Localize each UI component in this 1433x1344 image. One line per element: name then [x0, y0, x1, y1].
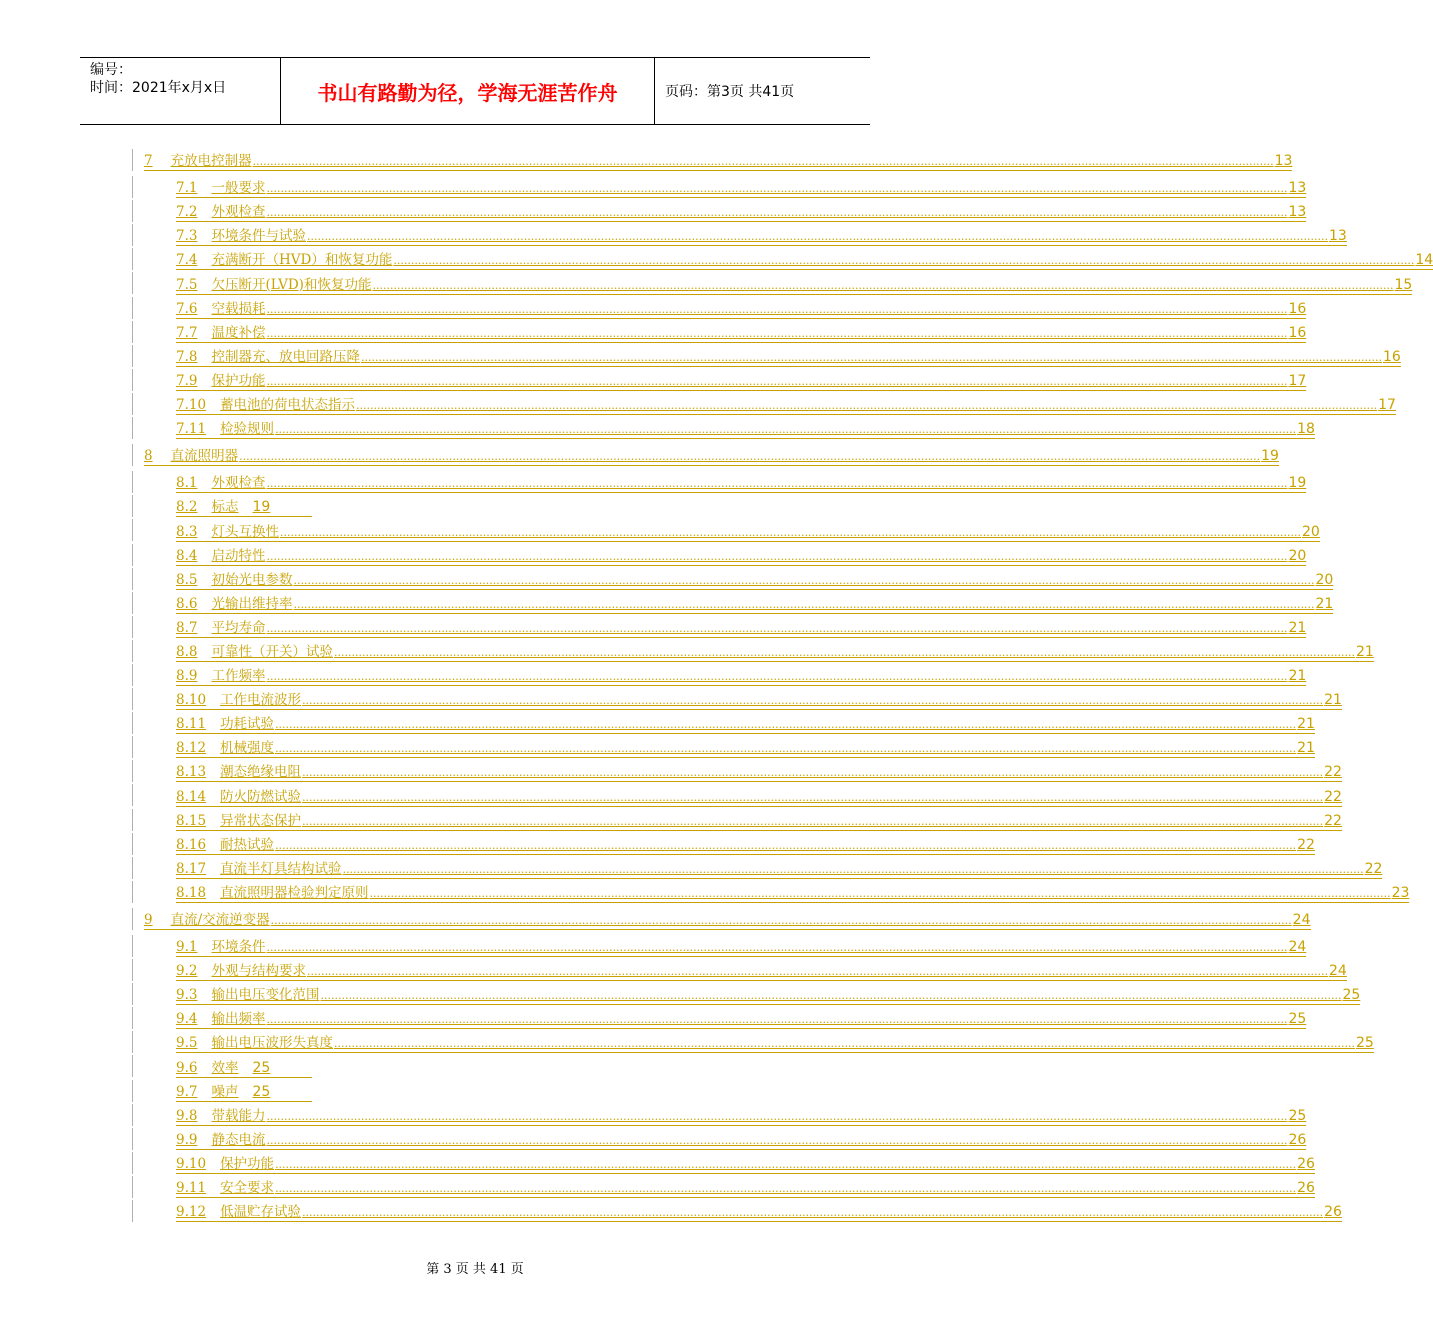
toc-title: 环境条件与试验	[211, 228, 306, 245]
toc-title: 防火防燃试验	[220, 788, 302, 805]
serial-label: 编号：	[90, 62, 132, 78]
toc-page-number: 24	[1288, 939, 1307, 956]
toc-number: 7.6	[176, 300, 198, 317]
toc-page-number: 21	[1315, 595, 1334, 612]
toc-number: 8.13	[176, 764, 207, 781]
toc-link[interactable]	[176, 1176, 1315, 1198]
toc-number: 7.7	[176, 324, 198, 341]
toc-link[interactable]	[144, 908, 1311, 930]
toc-number: 8.10	[176, 692, 207, 709]
toc-leader-dots	[266, 622, 1287, 636]
toc-entry	[130, 906, 1311, 930]
toc-page-number: 25	[1356, 1035, 1374, 1052]
toc-page-number: 15	[1394, 276, 1413, 293]
toc-leader-dots	[275, 1158, 1296, 1172]
toc-leader-dots	[275, 1182, 1296, 1196]
toc-number: 8.11	[176, 716, 207, 733]
toc-leader-dots	[271, 914, 1292, 928]
toc-title: 输出频率	[211, 1011, 266, 1028]
toc-number: 9	[144, 912, 153, 928]
toc-number: 9.3	[176, 987, 198, 1004]
toc-number: 9.9	[176, 1131, 198, 1148]
toc-page-number: 13	[1288, 180, 1307, 197]
toc-page-number: 14	[1415, 252, 1433, 269]
toc-page-number: 25	[252, 1083, 271, 1100]
toc-title: 外观与结构要求	[211, 963, 306, 980]
toc-leader-dots	[302, 791, 1323, 805]
toc-leader-dots	[266, 375, 1287, 389]
toc-title: 保护功能	[220, 1155, 275, 1172]
toc-entry	[130, 807, 1342, 831]
toc-number: 7.11	[176, 421, 207, 438]
toc-leader-dots	[302, 815, 1323, 829]
toc-entry	[130, 147, 1293, 171]
toc-page-number: 26	[1288, 1131, 1307, 1148]
toc-number: 8.7	[176, 619, 198, 636]
toc-title: 工作频率	[211, 668, 266, 685]
toc-link[interactable]	[176, 664, 1306, 686]
toc-page-number: 17	[1288, 372, 1307, 389]
toc-page-number: 22	[1297, 836, 1315, 853]
toc-number: 8.16	[176, 836, 207, 853]
page-header	[80, 57, 870, 125]
toc-page-number: 21	[1356, 643, 1374, 660]
toc-number: 8.14	[176, 788, 207, 805]
toc-page-number: 13	[1288, 204, 1307, 221]
toc-link[interactable]	[176, 321, 1306, 343]
header-page-info: 页码：第3页 共41页	[665, 84, 795, 100]
toc-number: 7.2	[176, 204, 198, 221]
toc-page-number: 21	[1288, 619, 1307, 636]
toc-link[interactable]	[176, 345, 1401, 367]
toc-page-number: 22	[1364, 860, 1383, 877]
toc-link[interactable]	[176, 833, 1315, 855]
toc-leader-dots	[266, 1013, 1287, 1027]
toc-entry	[130, 686, 1342, 710]
toc-leader-dots	[266, 327, 1287, 341]
toc-number: 9.1	[176, 939, 198, 956]
toc-leader-dots	[275, 423, 1296, 437]
toc-leader-dots	[307, 230, 1328, 244]
toc-entry	[130, 1150, 1315, 1174]
toc-leader-dots	[334, 1037, 1355, 1051]
toc-entry	[130, 879, 1410, 903]
toc-leader-dots	[372, 279, 1393, 293]
toc-title: 保护功能	[211, 372, 266, 389]
toc-number: 9.5	[176, 1035, 198, 1052]
toc-title: 可靠性（开关）试验	[211, 643, 333, 660]
toc-title: 直流照明器检验判定原则	[220, 884, 369, 901]
toc-entry	[130, 246, 1433, 270]
toc-link[interactable]	[176, 369, 1306, 391]
toc-title: 空载损耗	[211, 300, 266, 317]
toc-page-number: 22	[1324, 812, 1342, 829]
toc-leader-dots	[393, 254, 1414, 268]
toc-leader-dots	[275, 718, 1296, 732]
toc-title: 光输出维持率	[211, 595, 293, 612]
toc-page-number: 18	[1297, 421, 1315, 438]
toc-page-number: 19	[252, 499, 271, 516]
toc-leader-dots	[320, 989, 1341, 1003]
toc-title: 温度补偿	[211, 324, 266, 341]
toc-title: 耐热试验	[220, 836, 275, 853]
toc-page-number: 24	[1329, 963, 1347, 980]
toc-number: 8.5	[176, 571, 198, 588]
toc-entry	[130, 831, 1315, 855]
table-of-contents	[130, 144, 1433, 1222]
toc-link[interactable]	[176, 544, 1306, 566]
toc-number: 7.4	[176, 252, 198, 269]
toc-number: 9.2	[176, 963, 198, 980]
toc-entry	[130, 493, 870, 517]
toc-link[interactable]	[176, 1104, 1306, 1126]
toc-link[interactable]	[176, 809, 1342, 831]
toc-entry	[130, 662, 1307, 686]
toc-entry	[130, 415, 1315, 439]
toc-number: 7.10	[176, 397, 207, 414]
toc-leader-dots	[370, 887, 1391, 901]
toc-page-number: 21	[1297, 740, 1315, 757]
toc-link[interactable]	[176, 983, 1360, 1005]
toc-leader-dots	[307, 965, 1328, 979]
toc-leader-dots	[293, 598, 1314, 612]
toc-leader-dots	[280, 526, 1301, 540]
toc-title: 欠压断开(LVD)和恢复功能	[211, 276, 372, 293]
toc-title: 潮态绝缘电阻	[220, 764, 302, 781]
toc-page-number: 19	[1261, 448, 1279, 465]
header-meta	[80, 58, 281, 124]
toc-link[interactable]	[176, 1128, 1306, 1150]
toc-entry	[130, 319, 1307, 343]
toc-entry	[130, 469, 1307, 493]
toc-leader-dots	[302, 694, 1323, 708]
toc-number: 7.9	[176, 372, 198, 389]
toc-number: 8.12	[176, 740, 207, 757]
toc-page-number: 19	[1288, 475, 1307, 492]
toc-number: 9.12	[176, 1204, 207, 1221]
toc-title: 功耗试验	[220, 716, 275, 733]
toc-entry	[130, 542, 1307, 566]
toc-page-number: 26	[1297, 1180, 1315, 1197]
toc-page-number: 26	[1297, 1155, 1315, 1172]
toc-title: 灯头互换性	[211, 523, 279, 540]
toc-leader-dots	[266, 941, 1287, 955]
toc-title: 直流照明器	[170, 448, 239, 465]
toc-leader-dots	[343, 863, 1364, 877]
toc-leader-dots	[266, 303, 1287, 317]
toc-link[interactable]	[176, 248, 1433, 270]
toc-link[interactable]	[176, 495, 312, 517]
toc-number: 7.1	[176, 180, 198, 197]
toc-leader-dots	[293, 574, 1314, 588]
toc-title: 机械强度	[220, 740, 275, 757]
toc-link[interactable]	[176, 1200, 1342, 1222]
toc-title: 平均寿命	[211, 619, 266, 636]
toc-link[interactable]	[176, 1056, 312, 1078]
toc-link[interactable]	[176, 616, 1306, 638]
toc-page-number: 25	[1288, 1107, 1307, 1124]
toc-title: 控制器充、放电回路压降	[211, 348, 360, 365]
toc-number: 9.10	[176, 1155, 207, 1172]
toc-title: 外观检查	[211, 204, 266, 221]
toc-leader-dots	[266, 1134, 1287, 1148]
toc-link[interactable]	[176, 1152, 1315, 1174]
toc-link[interactable]	[176, 881, 1409, 903]
toc-title: 工作电流波形	[220, 692, 302, 709]
toc-entry	[130, 442, 1279, 466]
toc-leader-dots	[266, 477, 1287, 491]
toc-entry	[130, 590, 1334, 614]
toc-link[interactable]	[176, 712, 1315, 734]
toc-title: 蓄电池的荷电状态指示	[220, 397, 356, 414]
toc-page-number: 16	[1383, 348, 1401, 365]
toc-leader-dots	[302, 1206, 1323, 1220]
toc-entry	[130, 758, 1342, 782]
toc-title: 静态电流	[211, 1131, 266, 1148]
toc-link[interactable]	[176, 273, 1412, 295]
toc-link[interactable]	[176, 1007, 1306, 1029]
toc-leader-dots	[266, 550, 1287, 564]
toc-title: 带载能力	[211, 1107, 266, 1124]
toc-number: 8.6	[176, 595, 198, 612]
toc-entry	[130, 1102, 1307, 1126]
toc-entry	[130, 198, 1307, 222]
toc-leader-dots	[239, 450, 1260, 464]
toc-title: 效率	[211, 1059, 239, 1076]
toc-number: 9.4	[176, 1011, 198, 1028]
toc-entry	[130, 1126, 1307, 1150]
toc-title: 外观检查	[211, 475, 266, 492]
toc-entry	[130, 710, 1315, 734]
toc-entry	[130, 1029, 1374, 1053]
toc-title: 直流/交流逆变器	[170, 912, 270, 928]
header-motto: 书山有路勤为径，学海无涯苦作舟	[281, 58, 655, 124]
toc-entry	[130, 295, 1307, 319]
toc-title: 充放电控制器	[170, 153, 252, 170]
toc-leader-dots	[253, 155, 1274, 169]
toc-page-number: 23	[1391, 884, 1410, 901]
toc-page-number: 21	[1297, 716, 1315, 733]
toc-link[interactable]	[176, 592, 1333, 614]
toc-number: 8.8	[176, 643, 198, 660]
toc-link[interactable]	[176, 1031, 1374, 1053]
toc-leader-dots	[361, 351, 1382, 365]
toc-number: 7.3	[176, 228, 198, 245]
toc-number: 9.11	[176, 1180, 207, 1197]
toc-title: 噪声	[211, 1083, 239, 1100]
toc-leader-dots	[275, 742, 1296, 756]
toc-entry	[130, 981, 1361, 1005]
toc-link[interactable]	[176, 688, 1342, 710]
toc-title: 环境条件	[211, 939, 266, 956]
toc-entry	[130, 734, 1315, 758]
toc-entry	[130, 174, 1307, 198]
toc-page-number: 24	[1292, 912, 1311, 928]
toc-page-number: 13	[1274, 153, 1293, 170]
toc-link[interactable]	[176, 959, 1347, 981]
toc-entry	[130, 1174, 1315, 1198]
toc-number: 9.7	[176, 1083, 198, 1100]
toc-link[interactable]	[176, 568, 1333, 590]
toc-number: 8.15	[176, 812, 207, 829]
toc-page-number: 25	[1342, 987, 1361, 1004]
toc-entry	[130, 367, 1307, 391]
toc-title: 异常状态保护	[220, 812, 302, 829]
toc-page-number: 26	[1324, 1204, 1342, 1221]
toc-page-number: 20	[1315, 571, 1334, 588]
toc-number: 8	[144, 448, 153, 465]
toc-page-number: 22	[1324, 788, 1342, 805]
toc-entry	[130, 517, 1320, 541]
toc-page-number: 13	[1329, 228, 1347, 245]
toc-link[interactable]	[176, 224, 1347, 246]
toc-link[interactable]	[176, 520, 1320, 542]
toc-entry	[130, 638, 1374, 662]
toc-title: 低温贮存试验	[220, 1204, 302, 1221]
toc-page-number: 22	[1324, 764, 1342, 781]
toc-title: 启动特性	[211, 547, 266, 564]
toc-title: 检验规则	[220, 421, 275, 438]
toc-entry	[130, 1005, 1307, 1029]
toc-title: 安全要求	[220, 1180, 275, 1197]
toc-title: 初始光电参数	[211, 571, 293, 588]
toc-entry	[130, 1053, 870, 1077]
toc-page-number: 20	[1288, 547, 1307, 564]
toc-link[interactable]	[176, 417, 1315, 439]
toc-page-number: 17	[1378, 397, 1396, 414]
toc-number: 9.6	[176, 1059, 198, 1076]
toc-link[interactable]	[176, 471, 1306, 493]
toc-link[interactable]	[176, 785, 1342, 807]
toc-title: 输出电压变化范围	[211, 987, 320, 1004]
toc-page-number: 25	[252, 1059, 271, 1076]
toc-number: 8.9	[176, 668, 198, 685]
toc-link[interactable]	[176, 857, 1382, 879]
toc-title: 标志	[211, 499, 239, 516]
page-footer: 第 3 页 共 41 页	[426, 1262, 524, 1277]
toc-entry	[130, 1198, 1342, 1222]
toc-link[interactable]	[144, 444, 1279, 466]
toc-link[interactable]	[144, 149, 1292, 171]
toc-number: 7.8	[176, 348, 198, 365]
toc-entry	[130, 343, 1401, 367]
toc-link[interactable]	[176, 760, 1342, 782]
toc-link[interactable]	[176, 176, 1306, 198]
toc-link[interactable]	[176, 1080, 312, 1102]
toc-link[interactable]	[176, 640, 1374, 662]
toc-number: 8.4	[176, 547, 198, 564]
toc-page-number: 20	[1302, 523, 1320, 540]
toc-entry	[130, 855, 1383, 879]
toc-title: 输出电压波形失真度	[211, 1035, 333, 1052]
toc-leader-dots	[275, 839, 1296, 853]
toc-number: 8.18	[176, 884, 207, 901]
toc-number: 7.5	[176, 276, 198, 293]
toc-entry	[130, 933, 1307, 957]
toc-leader-dots	[266, 206, 1287, 220]
toc-link[interactable]	[176, 393, 1396, 415]
toc-number: 8.17	[176, 860, 207, 877]
toc-page-number: 16	[1288, 300, 1307, 317]
toc-number: 8.2	[176, 499, 198, 516]
toc-leader-dots	[302, 766, 1323, 780]
toc-page-number: 25	[1288, 1011, 1307, 1028]
toc-number: 8.3	[176, 523, 198, 540]
toc-leader-dots	[334, 646, 1355, 660]
toc-link[interactable]	[176, 200, 1306, 222]
toc-entry	[130, 566, 1334, 590]
toc-entry	[130, 1078, 870, 1102]
toc-link[interactable]	[176, 935, 1306, 957]
time-label: 时间：2021年x月x日	[90, 80, 227, 96]
toc-leader-dots	[266, 1110, 1287, 1124]
toc-entry	[130, 782, 1342, 806]
toc-page-number: 16	[1288, 324, 1307, 341]
toc-page-number: 21	[1324, 692, 1342, 709]
toc-title: 一般要求	[211, 180, 266, 197]
toc-number: 7	[144, 153, 153, 170]
toc-entry	[130, 391, 1396, 415]
toc-number: 9.8	[176, 1107, 198, 1124]
toc-leader-dots	[266, 182, 1287, 196]
toc-entry	[130, 614, 1307, 638]
toc-entry	[130, 222, 1347, 246]
toc-leader-dots	[266, 670, 1287, 684]
toc-entry	[130, 957, 1347, 981]
toc-link[interactable]	[176, 297, 1306, 319]
toc-entry	[130, 270, 1413, 294]
toc-number: 8.1	[176, 475, 198, 492]
toc-title: 充满断开（HVD）和恢复功能	[211, 252, 393, 269]
toc-title: 直流半灯具结构试验	[220, 860, 342, 877]
toc-link[interactable]	[176, 736, 1315, 758]
toc-leader-dots	[356, 399, 1377, 413]
toc-page-number: 21	[1288, 668, 1307, 685]
